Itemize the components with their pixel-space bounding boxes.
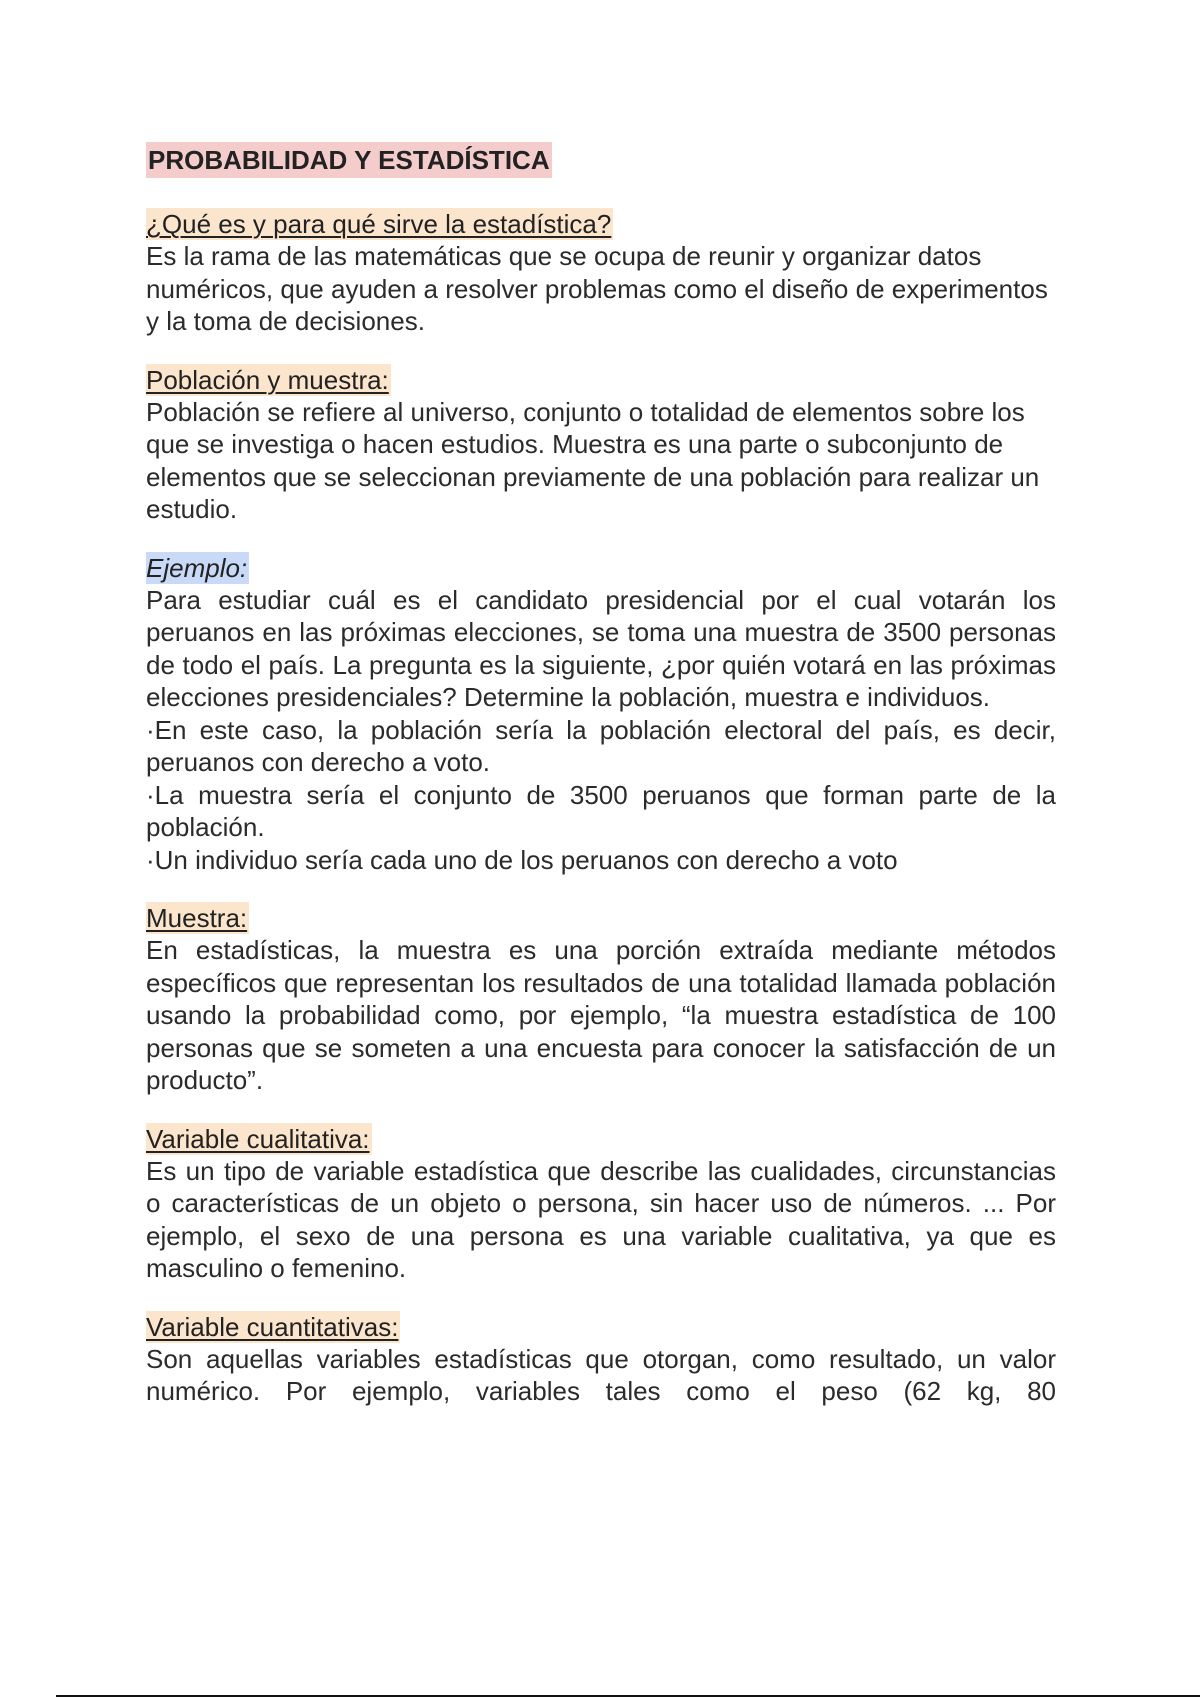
section-heading-variable-cuantitativa: Variable cuantitativas: xyxy=(146,1311,399,1342)
document-title: PROBABILIDAD Y ESTADÍSTICA xyxy=(146,142,552,178)
section-heading-poblacion-muestra: Población y muestra: xyxy=(146,364,389,395)
document-page xyxy=(146,142,1056,1408)
section-ejemplo xyxy=(146,552,1056,877)
page-bottom-rule xyxy=(56,1695,1200,1697)
section-variable-cualitativa xyxy=(146,1123,1056,1285)
section-heading-que-es: ¿Qué es y para qué sirve la estadística? xyxy=(146,209,612,239)
section-body-ejemplo: Para estudiar cuál es el candidato presidencial por el cual votarán los peruanos en las próximas elecciones, se toma una muestra de 3500 personas de todo el país. La pregunta es la siguiente, ¿por quién votará en las próximas elecciones presidenciales? Determine la población, muestra e individuos. xyxy=(146,584,1056,712)
section-heading-ejemplo: Ejemplo: xyxy=(146,552,248,583)
section-body-variable-cualitativa: Es un tipo de variable estadística que describe las cualidades, circunstancias o características de un objeto o persona, sin hacer uso de números. ... Por ejemplo, el sexo de una persona es una variable cualitativa, ya que es masculino o femenino. xyxy=(146,1155,1056,1283)
section-body-muestra: En estadísticas, la muestra es una porción extraída mediante métodos específicos que representan los resultados de una totalidad llamada población usando la probabilidad como, por ejemplo, “la muestra estadística de 100 personas que se someten a una encuesta para conocer la satisfacción de un producto”. xyxy=(146,935,1056,1095)
example-bullet-individuo: ·Un individuo sería cada uno de los peruanos con derecho a voto xyxy=(146,844,898,875)
section-heading-muestra: Muestra: xyxy=(146,903,248,933)
section-poblacion-muestra xyxy=(146,364,1056,526)
section-variable-cuantitativa xyxy=(146,1311,1056,1408)
section-body-poblacion-muestra: Población se refiere al universo, conjunto o totalidad de elementos sobre los que se investiga o hacen estudios. Muestra es una parte o subconjunto de elementos que se seleccionan previamente de una población para realizar un estudio. xyxy=(146,396,1040,524)
section-muestra xyxy=(146,902,1056,1097)
example-bullet-muestra: ·La muestra sería el conjunto de 3500 peruanos que forman parte de la población. xyxy=(146,779,1056,842)
example-bullet-poblacion: ·En este caso, la población sería la población electoral del país, es decir, peruanos con derecho a voto. xyxy=(146,714,1056,777)
section-body-que-es: Es la rama de las matemáticas que se ocupa de reunir y organizar datos numéricos, que ayuden a resolver problemas como el diseño de experimentos y la toma de decisiones. xyxy=(146,241,1048,336)
section-heading-variable-cualitativa: Variable cualitativa: xyxy=(146,1123,370,1154)
section-body-variable-cuantitativa: Son aquellas variables estadísticas que otorgan, como resultado, un valor numérico. Por ejemplo, variables tales como el peso (62 kg, 80 xyxy=(146,1343,1056,1406)
title-block xyxy=(146,142,1056,178)
section-que-es xyxy=(146,208,1056,338)
